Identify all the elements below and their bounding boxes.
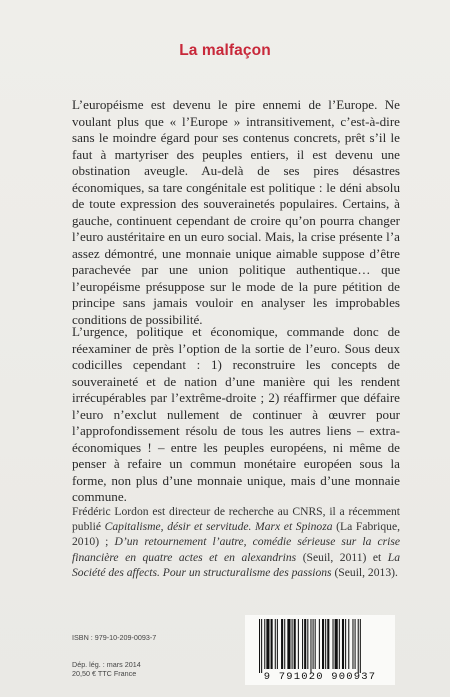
book-title: La malfaçon [179, 42, 271, 59]
barcode-bar [327, 619, 329, 669]
bio-text-1: Frédéric Lordon est directeur de recherche au CNRS, il a récemment publié [72, 505, 400, 534]
blurb-text-2: L’urgence, politique et économique, commande donc de réexaminer de près l’option de la sortie de l’euro. Sous deux codicilles cependant : 1) reconstruire les concepts de souveraineté et de nation d’une manière qui les rendent irrécupérables par l’extrême-droite ; 2) réaffirmer que défaire l’euro n’exclut nullement de continuer à œuvrer pour l’approfondissement résolu de tous les autres liens – extra-économiques ! – entre les peuples européens, ni même de penser à refaire un commun monétaire européen sous la forme, non plus d’une monnaie unique, mais d’une monnaie commune. [72, 324, 400, 504]
barcode-bar [345, 619, 346, 669]
isbn-label: ISBN : 979-10-209-0093-7 [72, 633, 157, 642]
bio-text-4: (Seuil, 2013). [331, 565, 398, 579]
barcode-bar [360, 619, 361, 673]
barcode-bars [245, 615, 395, 673]
price-label: 20,50 € TTC France [72, 669, 137, 678]
blurb-paragraph-1 [72, 97, 400, 328]
barcode-bar [335, 619, 338, 669]
barcode-bar [264, 619, 265, 669]
blurb-text-1: L’européisme est devenu le pire ennemi de l’Europe. Ne voulant plus que « l’Europe » intransitivement, c’est-à-dire sans le moindre égard pour ses contenus concrets, prêt s’il le faut à martyriser des peuples entiers, il est devenu une obstination aveugle. Au-delà de ses pires désastres économiques, sa tare congénitale est politique : le déni absolu de toute expression des souverainetés populaires. Certains, à gauche, continuent cependant de croire qu’on pourra changer l’euro austéritaire en un euro social. Mais, la crise présente l’a assez démontré, une monnaie unique aimable suppose d’être parachevée par une union politique authentique… que l’européisme présuppose sur le mode de la pure pétition de principe sans jamais vouloir en analyser les improbables conditions de possibilité. [72, 97, 400, 327]
barcode-bar [261, 619, 262, 673]
barcode-bar [294, 619, 296, 669]
barcode-bar [292, 619, 293, 669]
barcode-bar [277, 619, 278, 669]
barcode-bar [352, 619, 353, 669]
barcode-bar [315, 619, 316, 669]
barcode-bar [333, 619, 334, 669]
bio-text-2: (La Fabrique, 2010) ; [72, 520, 400, 549]
barcode-bar [259, 619, 260, 673]
barcode-bar [342, 619, 344, 669]
barcode-bar [348, 619, 349, 669]
barcode-bar [319, 619, 320, 669]
barcode-bar [313, 619, 314, 669]
barcode-bar [287, 619, 290, 669]
barcode-bar [355, 619, 356, 669]
barcode-bar [304, 619, 306, 669]
barcode-bar [310, 619, 311, 673]
barcode-bar [339, 619, 340, 669]
barcode-bar [298, 619, 299, 669]
barcode-bar [325, 619, 326, 669]
bio-text-3: (Seuil, 2011) et [296, 550, 388, 564]
barcode-bar [266, 619, 269, 669]
barcode [245, 615, 395, 685]
barcode-bar [302, 619, 303, 669]
blurb-paragraph-2 [72, 324, 400, 506]
barcode-bar [307, 619, 308, 669]
bio-book-3: La Société des affects. Pour un structuralisme des passions [72, 550, 401, 579]
barcode-bar [271, 619, 273, 669]
author-bio [72, 504, 400, 580]
barcode-bar [281, 619, 283, 669]
barcode-bar [322, 619, 324, 669]
barcode-number: 9 791020 900937 [263, 671, 377, 683]
bio-book-1: Capitalisme, désir et servitude. Marx et Spinoza [104, 520, 333, 534]
depot-legal-label: Dép. lég. : mars 2014 [72, 660, 141, 669]
barcode-bar [275, 619, 276, 669]
barcode-bar [358, 619, 359, 673]
barcode-bar [284, 619, 285, 669]
bio-book-2: D’un retournement l’autre, comédie sérieuse sur la crise financière en quatre actes et en alexandrins [72, 535, 400, 564]
